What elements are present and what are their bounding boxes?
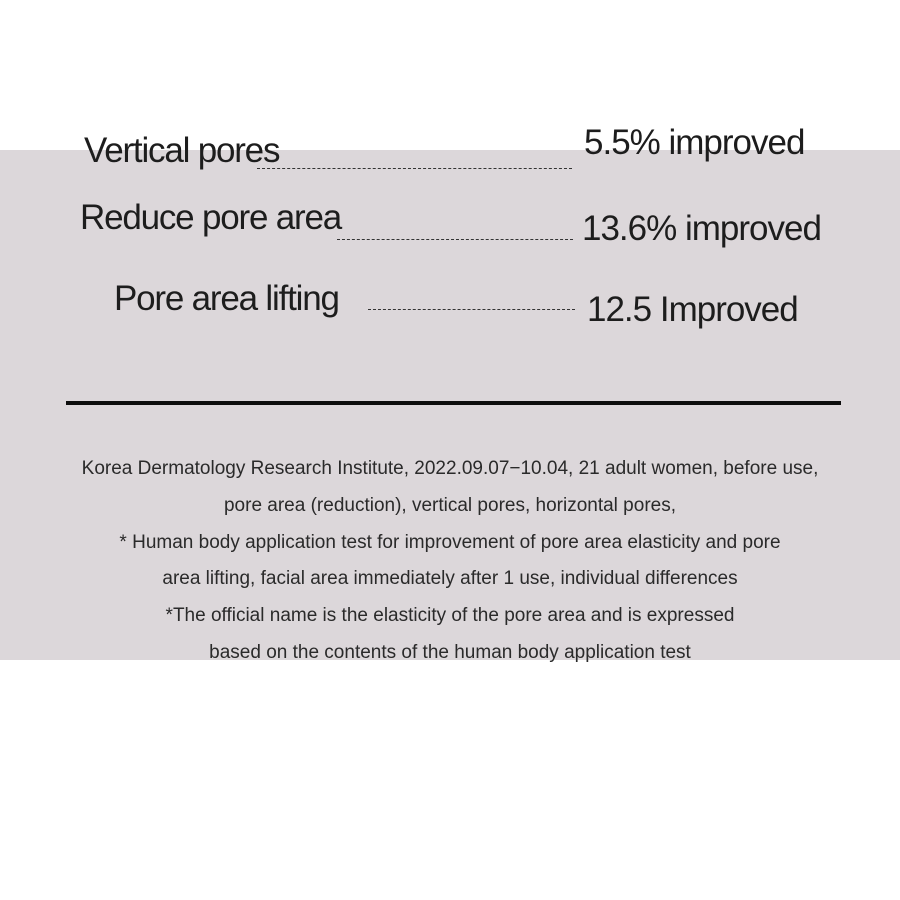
footnote-line: *The official name is the elasticity of the pore area and is expressed xyxy=(165,605,735,627)
dotted-leader xyxy=(368,309,575,310)
results-panel xyxy=(0,123,900,663)
result-label: Pore area lifting xyxy=(114,279,339,318)
result-row-vertical-pores xyxy=(0,123,900,191)
result-label: Reduce pore area xyxy=(80,198,341,237)
result-row-reduce-pore-area xyxy=(0,198,900,258)
section-divider xyxy=(66,401,841,405)
study-footnotes xyxy=(0,451,900,672)
result-value: 13.6% improved xyxy=(582,209,821,248)
result-label: Vertical pores xyxy=(84,131,280,170)
dotted-leader xyxy=(337,239,573,240)
dotted-leader xyxy=(257,168,572,169)
footnote-line: * Human body application test for improvement of pore area elasticity and pore xyxy=(119,531,781,553)
footnote-line: pore area (reduction), vertical pores, horizontal pores, xyxy=(223,494,676,516)
result-value: 12.5 Improved xyxy=(587,290,798,329)
footnote-line: based on the contents of the human body application test xyxy=(209,641,691,663)
footnote-line: area lifting, facial area immediately after 1 use, individual differences xyxy=(162,568,738,590)
result-row-pore-area-lifting xyxy=(0,279,900,339)
footnote-line: Korea Dermatology Research Institute, 2022.09.07−10.04, 21 adult women, before use, xyxy=(81,458,819,479)
result-value: 5.5% improved xyxy=(584,123,805,162)
